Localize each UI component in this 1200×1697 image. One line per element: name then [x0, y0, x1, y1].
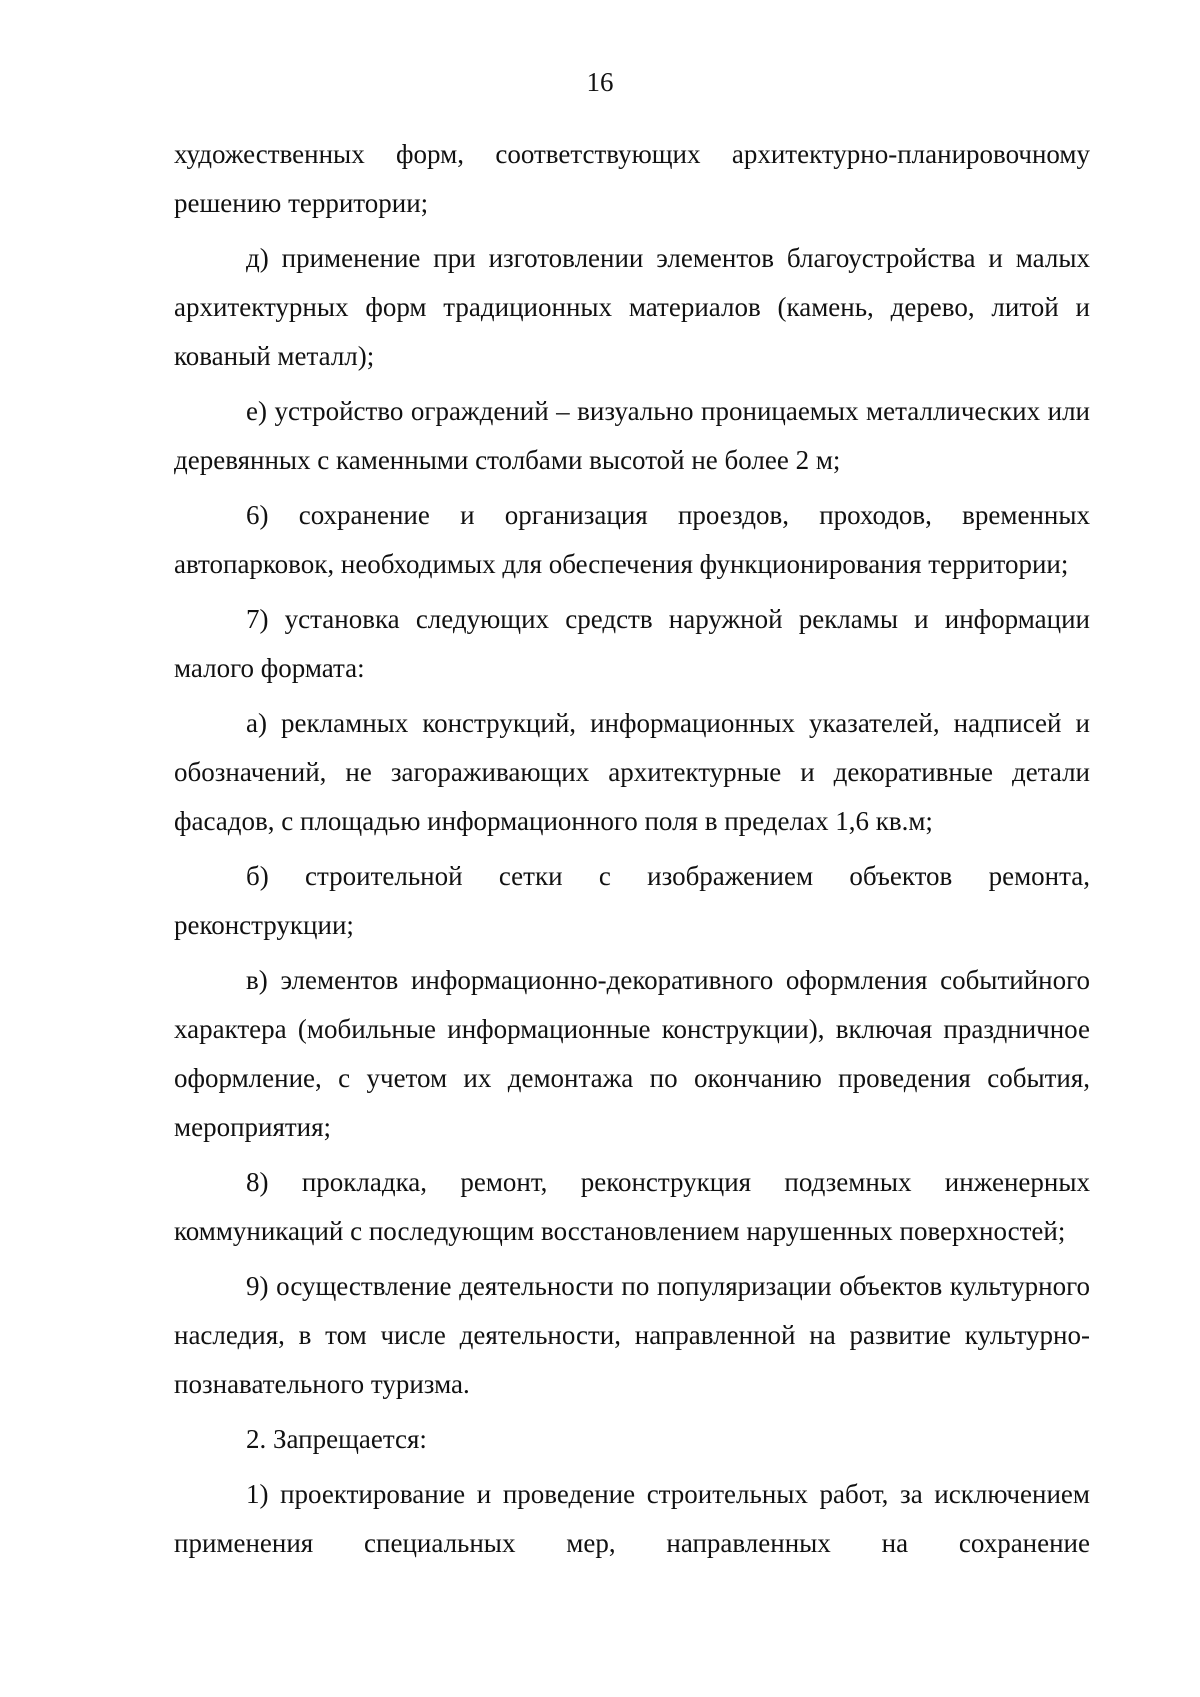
paragraph: б) строительной сетки с изображением объектов ремонта, реконструкции;	[174, 861, 1090, 940]
paragraph: а) рекламных конструкций, информационных указателей, надписей и обозначений, не загораживающих архитектурные и декоративные детали фасадов, с площадью информационного поля в пределах 1,6 кв.м;	[174, 708, 1090, 836]
paragraph: 8) прокладка, ремонт, реконструкция подземных инженерных коммуникаций с последующим восстановлением нарушенных поверхностей;	[174, 1167, 1090, 1246]
document-body	[174, 130, 1090, 1574]
section-heading: 2. Запрещается:	[246, 1424, 427, 1454]
paragraph: д) применение при изготовлении элементов благоустройства и малых архитектурных форм традиционных материалов (камень, дерево, литой и кованый металл);	[174, 243, 1090, 371]
paragraph: 7) установка следующих средств наружной рекламы и информации малого формата:	[174, 604, 1090, 683]
paragraph: 6) сохранение и организация проездов, проходов, временных автопарковок, необходимых для обеспечения функционирования территории;	[174, 500, 1090, 579]
paragraph: 9) осуществление деятельности по популяризации объектов культурного наследия, в том числе деятельности, направленной на развитие культурно-познавательного туризма.	[174, 1271, 1090, 1399]
paragraph: е) устройство ограждений – визуально проницаемых металлических или деревянных с каменными столбами высотой не более 2 м;	[174, 396, 1090, 475]
paragraph: в) элементов информационно-декоративного оформления событийного характера (мобильные информационные конструкции), включая праздничное оформление, с учетом их демонтажа по окончанию проведения события, мероприятия;	[174, 965, 1090, 1142]
paragraph: 1) проектирование и проведение строительных работ, за исключением применения специальных мер, направленных на сохранение	[174, 1479, 1090, 1558]
page-number: 16	[586, 67, 614, 97]
paragraph: художественных форм, соответствующих архитектурно-планировочному решению территории;	[174, 139, 1090, 218]
